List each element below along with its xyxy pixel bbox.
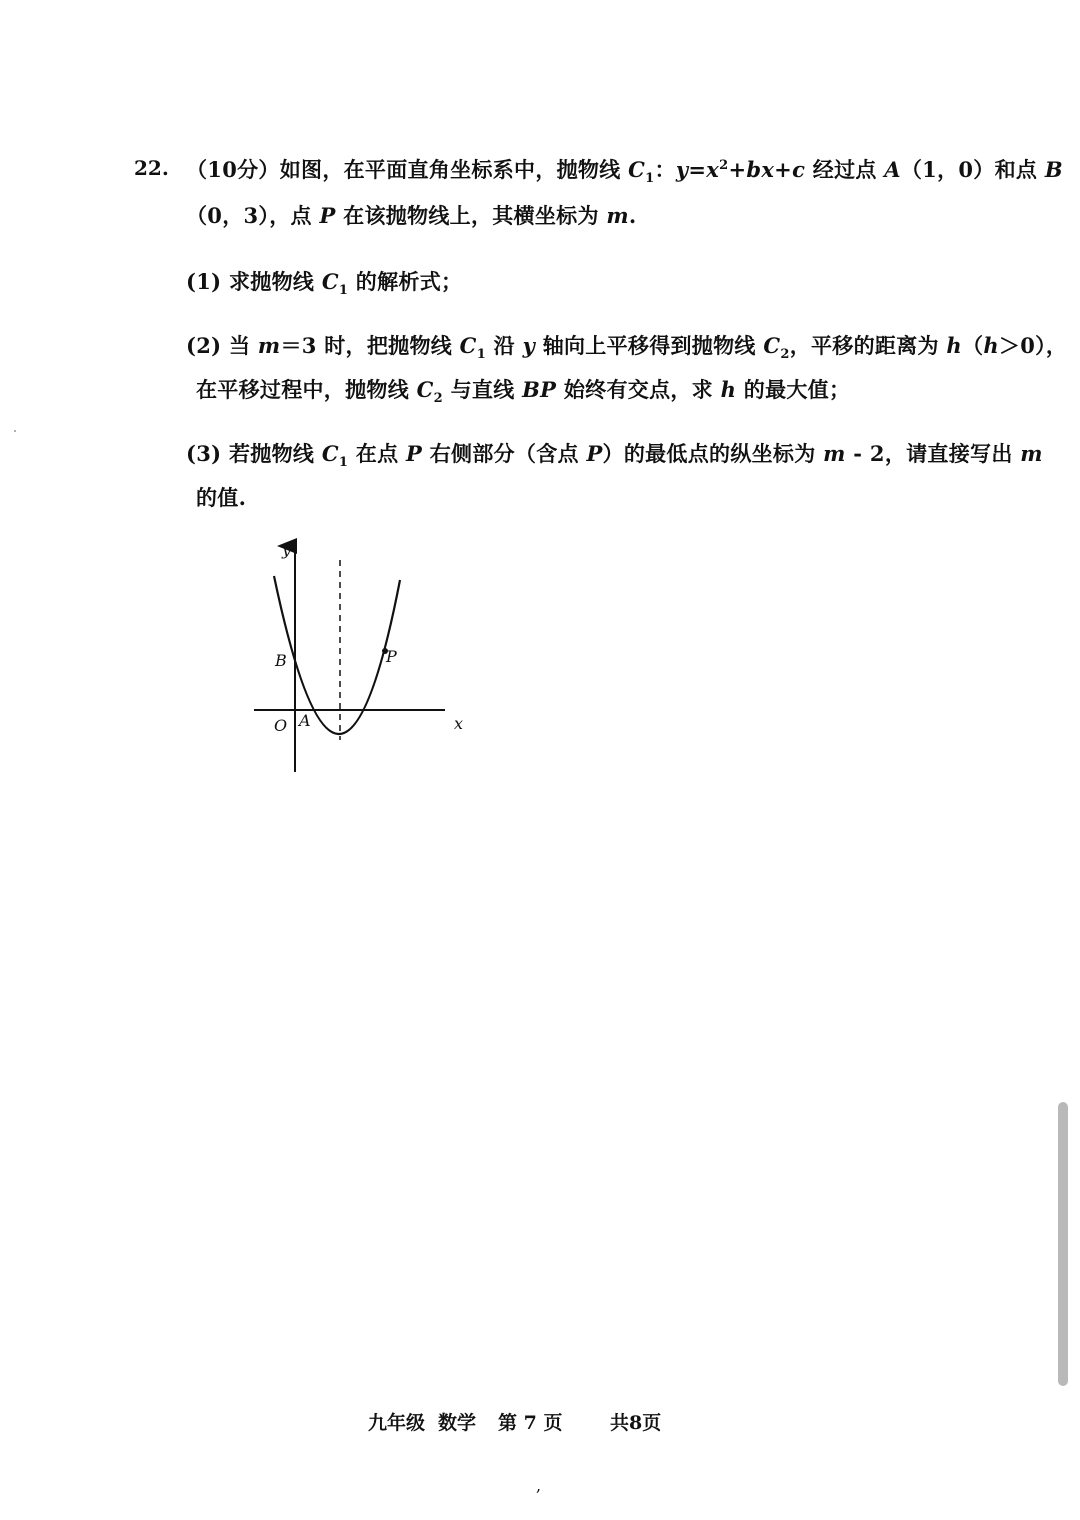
question-number: 22. (134, 156, 169, 180)
footer-subject: 数学 (438, 1412, 477, 1434)
point-a-label: A (299, 711, 311, 730)
question-part-2-line-2: 在平移过程中，抛物线 $C_2$ 与直线 BP 始终有交点，求 h 的最大值； (196, 377, 851, 407)
scan-speck (14, 430, 16, 432)
point-p-label: P (386, 647, 397, 666)
footer-page-number: 第 7 页 (498, 1412, 563, 1434)
question-stem-line-1: （10分）如图，在平面直角坐标系中，抛物线 $C_1$：$y=x^2+bx+c$ 经过点 A（1，0）和点 B (186, 157, 1063, 187)
origin-label: O (274, 716, 288, 735)
question-part-3-line-2: 的值. (196, 485, 247, 510)
vertical-scrollbar[interactable] (1058, 1102, 1068, 1386)
parabola-diagram (240, 530, 480, 780)
question-part-3-line-1: (3) 若抛物线 $C_1$ 在点 P 右侧部分（含点 P）的最低点的纵坐标为 m - 2，请直接写出 m (186, 441, 1043, 471)
stray-mark: , (536, 1476, 542, 1495)
x-axis-label: x (454, 714, 464, 733)
footer-grade: 九年级 (368, 1412, 426, 1434)
question-part-1: (1) 求抛物线 $C_1$ 的解析式； (186, 269, 463, 299)
y-axis-label: y (282, 540, 292, 559)
question-part-2-line-1: (2) 当 m＝3 时，把抛物线 $C_1$ 沿 y 轴向上平移得到抛物线 $C_2$，平移的距离为 h（h＞0）， (186, 333, 1068, 363)
page-footer (368, 1408, 661, 1435)
point-b-label: B (275, 651, 287, 670)
question-stem-line-2: （0，3），点 P 在该抛物线上，其横坐标为 m. (186, 203, 637, 228)
footer-total-pages: 共8页 (610, 1412, 662, 1434)
parabola-figure (240, 530, 480, 780)
